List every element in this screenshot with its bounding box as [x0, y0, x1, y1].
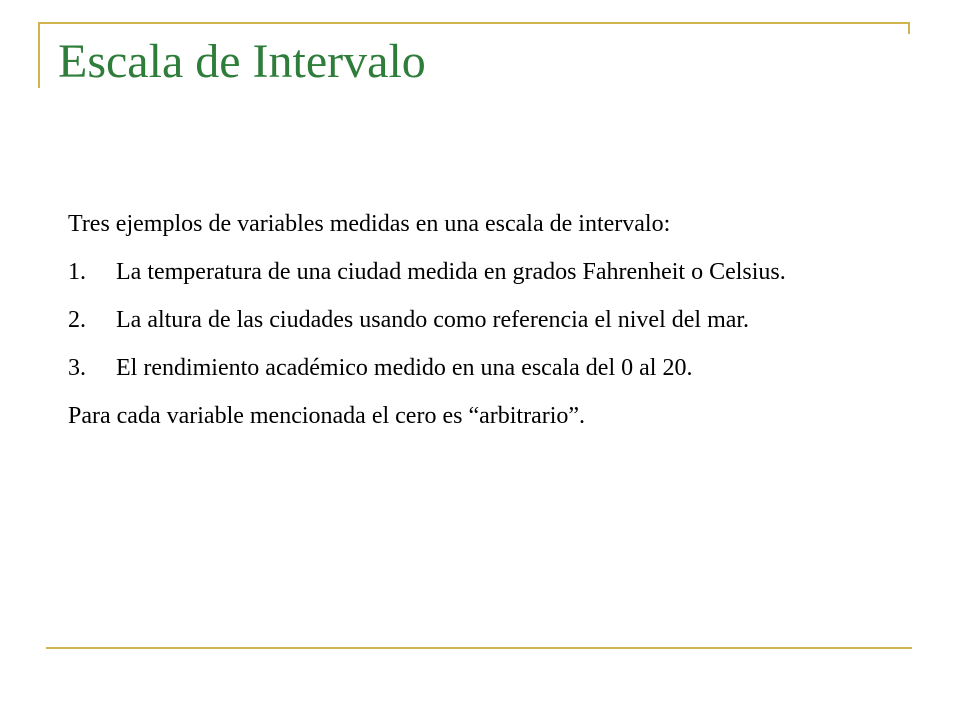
- list-item: [68, 352, 908, 384]
- right-decorative-rule: [908, 22, 910, 34]
- list-item-text: El rendimiento académico medido en una escala del 0 al 20.: [116, 355, 693, 381]
- left-decorative-rule: [38, 22, 40, 88]
- top-decorative-rule: [38, 22, 910, 24]
- slide-body: [68, 208, 908, 432]
- intro-paragraph: Tres ejemplos de variables medidas en una escala de intervalo:: [68, 211, 671, 237]
- conclusion-paragraph: Para cada variable mencionada el cero es “arbitrario”.: [68, 403, 586, 429]
- slide-title: Escala de Intervalo: [58, 35, 426, 88]
- list-item-number: 2.: [68, 307, 86, 333]
- list-item-number: 3.: [68, 355, 86, 381]
- list-item: [68, 304, 908, 336]
- examples-list: [68, 256, 908, 384]
- list-item-text: La altura de las ciudades usando como referencia el nivel del mar.: [116, 307, 750, 333]
- list-item-text: La temperatura de una ciudad medida en grados Fahrenheit o Celsius.: [116, 259, 786, 285]
- list-item-number: 1.: [68, 259, 86, 285]
- list-item: [68, 256, 908, 288]
- bottom-decorative-rule: [46, 647, 912, 649]
